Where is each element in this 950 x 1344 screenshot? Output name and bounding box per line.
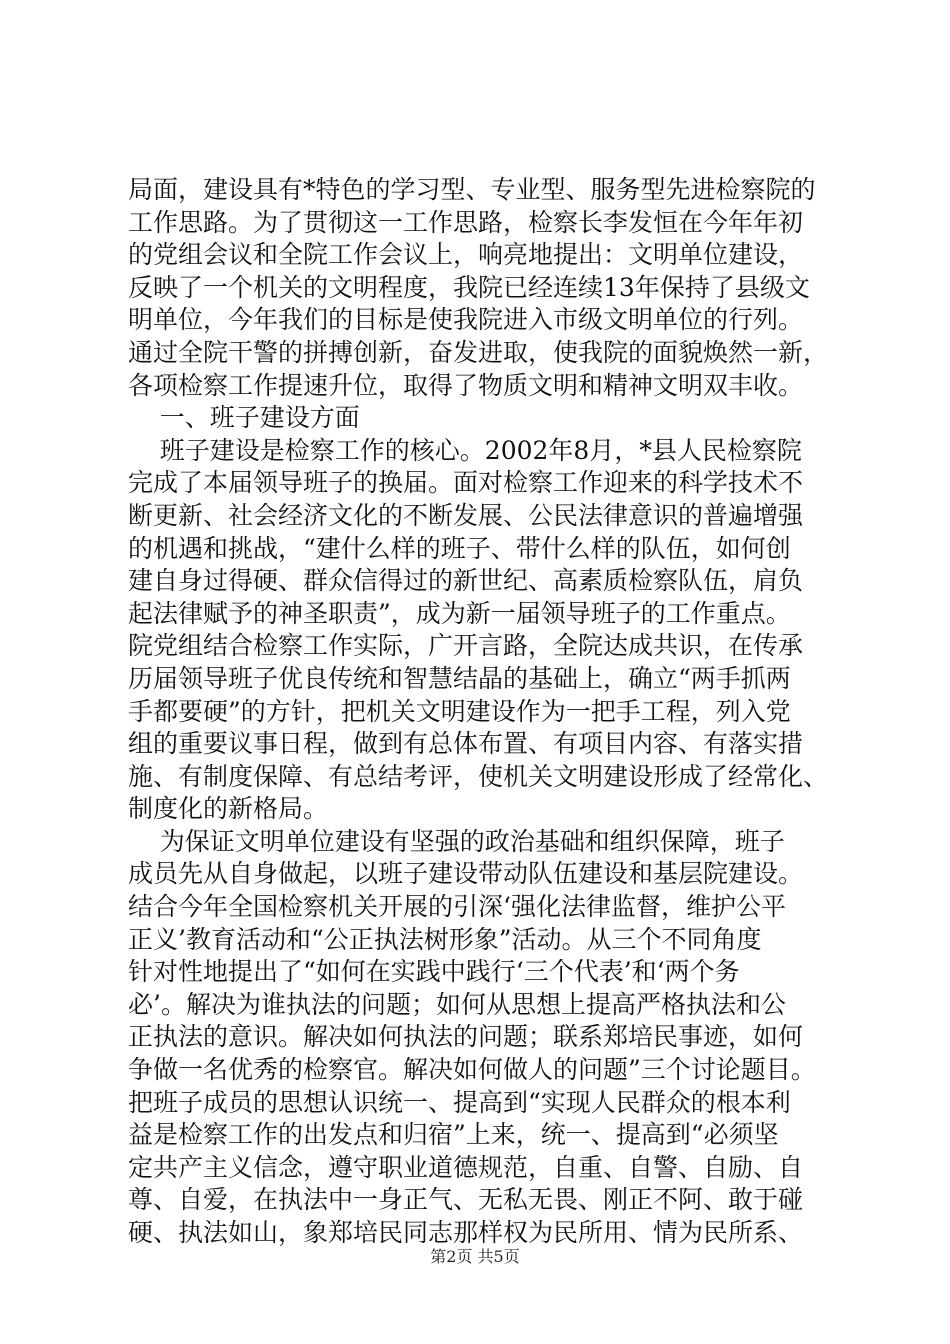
text-line: 尊、自爱，在执法中一身正气、无私无畏、刚正不阿、敢于碰: [128, 1185, 804, 1215]
body-text: [128, 174, 838, 1250]
text-line: 工作思路。为了贯彻这一工作思路，检察长李发恒在今年年初: [128, 207, 804, 237]
text-line: 把班子成员的思想认识统一、提高到“实现人民群众的根本利: [128, 1087, 791, 1117]
text-line: 建自身过得硬、群众信得过的新世纪、高素质检察队伍，肩负: [128, 566, 804, 596]
text-line: 完成了本届领导班子的换届。面对检察工作迎来的科学技术不: [128, 468, 804, 498]
text-line: 各项检察工作提速升位，取得了物质文明和精神文明双丰收。: [128, 370, 804, 400]
page-number: 第2页 共5页: [430, 1247, 520, 1266]
section-heading: 一、班子建设方面: [128, 403, 360, 433]
text-line: 组的重要议事日程，做到有总体布置、有项目内容、有落实措: [128, 729, 804, 759]
text-line: 结合今年全国检察机关开展的引深‘强化法律监督，维护公平: [128, 892, 786, 922]
text-line: 通过全院干警的拼搏创新，奋发进取，使我院的面貌焕然一新，: [128, 337, 829, 367]
text-line: 定共产主义信念，遵守职业道德规范，自重、自警、自励、自: [128, 1152, 804, 1182]
text-line: 正执法的意识。解决如何执法的问题；联系郑培民事迹，如何: [128, 1022, 804, 1052]
text-line: 局面，建设具有*特色的学习型、专业型、服务型先进检察院的: [128, 175, 816, 204]
text-line: 争做一名优秀的检察官。解决如何做人的问题”三个讨论题目。: [128, 1055, 816, 1085]
text-line: 益是检察工作的出发点和归宿”上来，统一、提高到“必须坚: [128, 1120, 779, 1150]
text-line: 的党组会议和全院工作会议上，响亮地提出：文明单位建设，: [128, 240, 804, 270]
text-line: 施、有制度保障、有总结考评，使机关文明建设形成了经常化、: [128, 761, 829, 791]
text-line: 断更新、社会经济文化的不断发展、公民法律意识的普遍增强: [128, 500, 804, 530]
text-line: 起法律赋予的神圣职责”，成为新一届领导班子的工作重点。: [128, 598, 791, 628]
text-line: 为保证文明单位建设有坚强的政治基础和组织保障，班子: [128, 826, 785, 856]
text-line: 硬、执法如山，象郑培民同志那样权为民所用、情为民所系、: [128, 1218, 804, 1247]
text-line: 必’。解决为谁执法的问题；如何从思想上提高严格执法和公: [128, 989, 786, 1019]
text-line: 针对性地提出了“如何在实践中践行‘三个代表’和‘两个务: [128, 957, 740, 987]
text-line: 的机遇和挑战，“建什么样的班子、带什么样的队伍，如何创: [128, 533, 791, 563]
text-line: 制度化的新格局。: [128, 794, 329, 824]
text-line: 成员先从自身做起，以班子建设带动队伍建设和基层院建设。: [128, 859, 804, 889]
text-line: 正义’教育活动和“公正执法树形象”活动。从三个不同角度: [128, 924, 762, 954]
text-line: 院党组结合检察工作实际，广开言路，全院达成共识，在传承: [128, 631, 804, 661]
text-line: 明单位，今年我们的目标是使我院进入市级文明单位的行列。: [128, 305, 804, 335]
text-line: 手都要硬”的方针，把机关文明建设作为一把手工程，列入党: [128, 696, 791, 726]
text-line: 反映了一个机关的文明程度，我院已经连续13年保持了县级文: [128, 272, 810, 302]
text-line: 班子建设是检察工作的核心。2002年8月，*县人民检察院: [128, 435, 802, 465]
text-line: 历届领导班子优良传统和智慧结晶的基础上，确立“两手抓两: [128, 663, 791, 693]
